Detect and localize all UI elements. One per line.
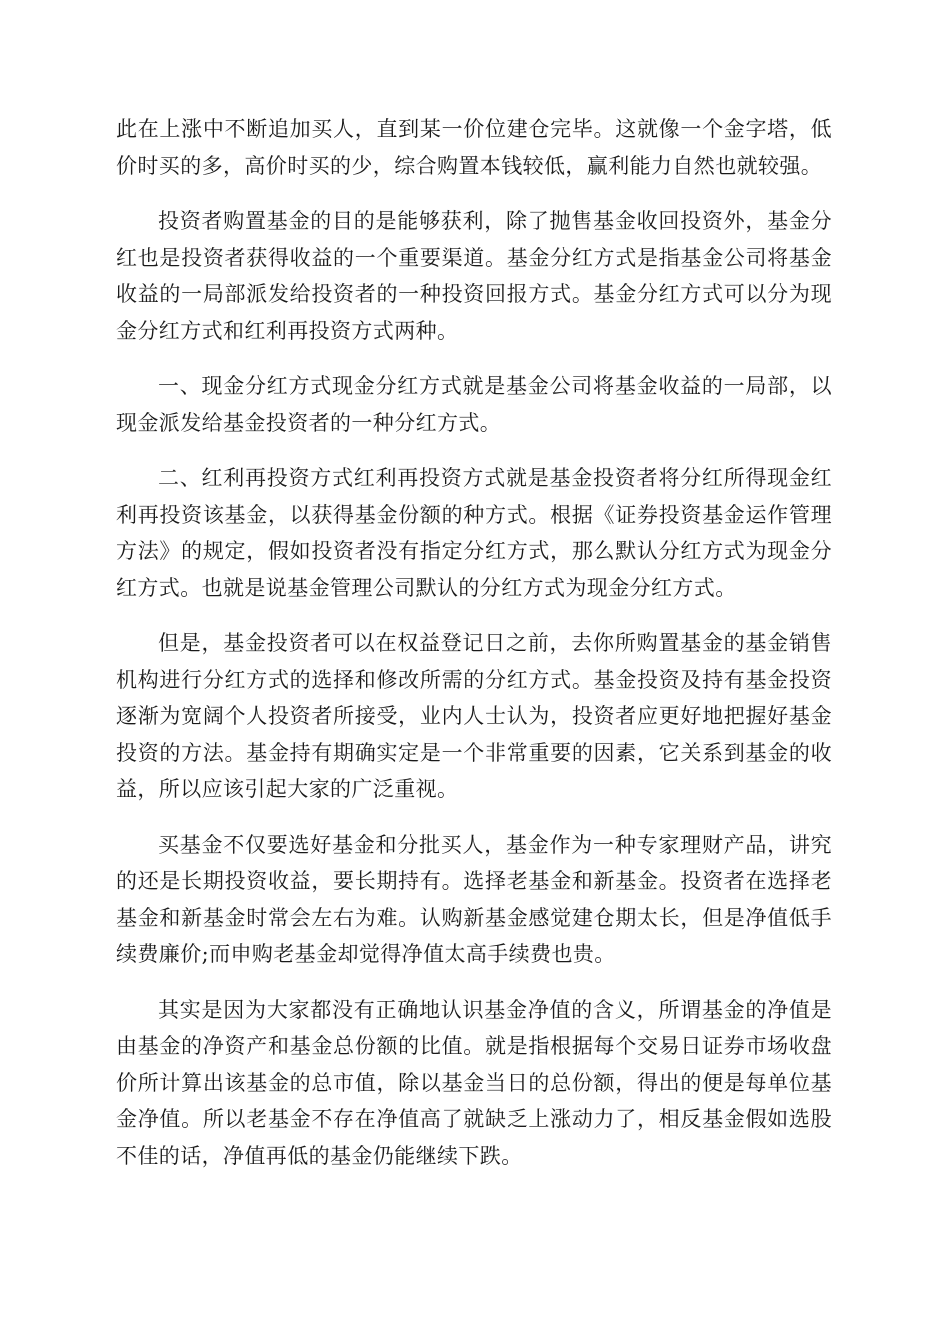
paragraph-net-value: 其实是因为大家都没有正确地认识基金净值的含义，所谓基金的净值是由基金的净资产和基金总份额的比值。就是指根据每个交易日证券市场收盘价所计算出该基金的总市值，除以基金当日的总份额，得出的便是每单位基金净值。所以老基金不存在净值高了就缺乏上涨动力了，相反基金假如选股不佳的话，净值再低的基金仍能继续下跌。 <box>116 997 832 1168</box>
paragraph-old-vs-new-fund: 买基金不仅要选好基金和分批买人，基金作为一种专家理财产品，讲究的还是长期投资收益，要长期持有。选择老基金和新基金。投资者在选择老基金和新基金时常会左右为难。认购新基金感觉建仓期太长，但是净值低手续费廉价;而申购老基金却觉得净值太高手续费也贵。 <box>116 832 832 966</box>
paragraph-fund-dividend-intro: 投资者购置基金的目的是能够获利，除了抛售基金收回投资外，基金分红也是投资者获得收益的一个重要渠道。基金分红方式是指基金公司将基金收益的一局部派发给投资者的一种投资回报方式。基金分红方式可以分为现金分红方式和红利再投资方式两种。 <box>116 209 832 343</box>
document-body <box>116 111 832 1193</box>
paragraph-cash-dividend: 一、现金分红方式现金分红方式就是基金公司将基金收益的一局部，以现金派发给基金投资者的一种分红方式。 <box>116 374 832 435</box>
paragraph-holding-period: 但是，基金投资者可以在权益登记日之前，去你所购置基金的基金销售机构进行分红方式的选择和修改所需的分红方式。基金投资及持有基金投资逐渐为宽阔个人投资者所接受，业内人士认为，投资者应更好地把握好基金投资的方法。基金持有期确实定是一个非常重要的因素，它关系到基金的收益，所以应该引起大家的广泛重视。 <box>116 631 832 801</box>
paragraph-continuation: 此在上涨中不断追加买人，直到某一价位建仓完毕。这就像一个金字塔，低价时买的多，高价时买的少，综合购置本钱较低，赢利能力自然也就较强。 <box>116 117 832 178</box>
paragraph-dividend-reinvestment: 二、红利再投资方式红利再投资方式就是基金投资者将分红所得现金红利再投资该基金，以获得基金份额的种方式。根据《证券投资基金运作管理方法》的规定，假如投资者没有指定分红方式，那么默认分红方式为现金分红方式。也就是说基金管理公司默认的分红方式为现金分红方式。 <box>116 466 832 600</box>
